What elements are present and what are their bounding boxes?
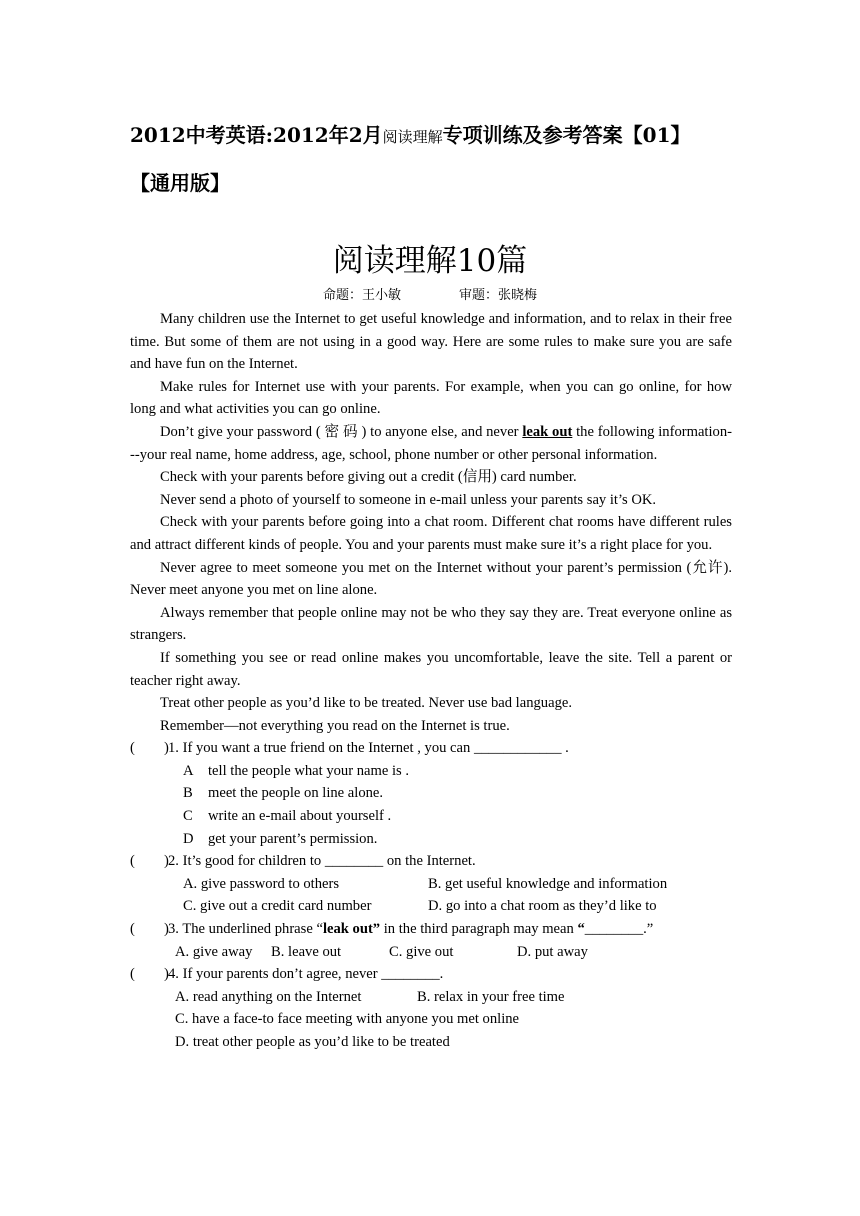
question-1-option-a [130, 760, 732, 783]
question-3-option-d: D. put away [517, 943, 588, 960]
underlined-phrase: leak out [522, 423, 573, 440]
title-part-3: 专项训练及参考答案【01】 [442, 123, 691, 147]
paragraph-9: If something you see or read online makes you uncomfortable, leave the site. Tell a parent or teacher right away. [130, 649, 732, 689]
title-part-1: 2012中考英语:2012年2月 [130, 123, 383, 147]
question-3-quote: “ [577, 921, 585, 938]
question-4-stem [130, 963, 732, 986]
paragraph-5: Never send a photo of yourself to someone in e-mail unless your parents say it’s OK. [160, 491, 657, 508]
paragraph-6: Check with your parents before going into a chat room. Different chat rooms have different rules and attract different kinds of people. You and your parents must make sure it’s a right place for you. [130, 514, 732, 553]
reading-passage [130, 308, 732, 1054]
question-2-text: 2. It’s good for children to ________ on the Internet. [168, 853, 476, 870]
question-4-option-a: A. read anything on the Internet [175, 988, 362, 1005]
question-2-option-a: A. give password to others [183, 875, 340, 892]
question-1-text: 1. If you want a true friend on the Internet , you can ____________ . [168, 740, 569, 757]
paragraph-2: Make rules for Internet use with your parents. For example, when you can go online, for how long and what activities you can go online. [130, 378, 732, 418]
question-4-option-b: B. relax in your free time [417, 988, 565, 1005]
setter-credit: 命题：王小敏 [322, 288, 401, 303]
answer-blank: ( ) [130, 921, 169, 938]
question-3-option-b: B. leave out [271, 943, 342, 960]
question-3-stem [130, 918, 732, 941]
option-letter: C [183, 808, 193, 825]
question-2-option-c: C. give out a credit card number [183, 898, 372, 915]
section-heading: 阅读理解10篇 [332, 243, 528, 279]
answer-blank: ( ) [130, 853, 169, 870]
question-2-options-row-2 [130, 895, 732, 918]
question-1-option-b [130, 782, 732, 805]
paragraph-4: Check with your parents before giving out a credit (信用) card number. [160, 469, 577, 486]
option-text: meet the people on line alone. [208, 785, 384, 802]
question-3-text-end: ________.” [584, 921, 654, 938]
document-title [130, 112, 740, 206]
question-3-text-start: 3. The underlined phrase “ [168, 921, 323, 938]
option-text: get your parent’s permission. [208, 830, 378, 847]
question-2-stem [130, 850, 732, 873]
paragraph-7: Never agree to meet someone you met on the Internet without your parent’s permission (允许). Never meet anyone you met on line alone. [130, 559, 732, 599]
answer-blank: ( ) [130, 740, 169, 757]
question-4-option-d: D. treat other people as you’d like to be treated [175, 1034, 450, 1050]
paragraph-3-start: Don’t give your password ( 密 码 ) to anyone else, and never [160, 423, 523, 440]
paragraph-3 [130, 421, 732, 466]
question-2-option-b: B. get useful knowledge and information [428, 875, 668, 892]
question-4-text: 4. If your parents don’t agree, never ________. [168, 966, 444, 983]
question-3-text-middle: in the third paragraph may mean [380, 921, 578, 938]
paragraph-1: Many children use the Internet to get useful knowledge and information, and to relax in their free time. But some of them are not using in a good way. Here are some rules to make sure you are safe and have fun on the Internet. [130, 311, 732, 373]
paragraph-10: Treat other people as you’d like to be treated. Never use bad language. [160, 695, 572, 712]
answer-blank: ( ) [130, 966, 169, 983]
question-3-options [130, 941, 732, 964]
question-3-phrase: leak out” [322, 921, 381, 938]
option-letter: A [183, 762, 194, 779]
paragraph-3-end: the following information---your real name, home address, age, school, phone number or other personal information. [130, 423, 732, 463]
question-2-options-row-1 [130, 873, 732, 896]
paragraph-8: Always remember that people online may not be who they say they are. Treat everyone online as strangers. [130, 604, 732, 644]
option-text: tell the people what your name is . [208, 762, 410, 779]
option-letter: B [183, 785, 193, 802]
question-4-options-row-1 [130, 986, 732, 1009]
question-2-option-d: D. go into a chat room as they’d like to [428, 898, 657, 915]
title-part-4: 【通用版】 [130, 171, 230, 195]
question-4-option-c: C. have a face-to face meeting with anyone you met online [175, 1011, 520, 1028]
question-3-option-c: C. give out [389, 943, 454, 960]
option-text: write an e-mail about yourself . [208, 808, 392, 825]
question-1-option-d [130, 828, 732, 851]
paragraph-11: Remember—not everything you read on the Internet is true. [160, 717, 510, 734]
question-1-option-c [130, 805, 732, 828]
option-letter: D [183, 830, 194, 847]
question-3-option-a: A. give away [175, 943, 253, 960]
author-line [0, 286, 860, 306]
title-part-2: 阅读理解 [382, 128, 443, 146]
reviewer-credit: 审题：张晓梅 [459, 288, 538, 303]
question-1-stem [130, 737, 732, 760]
